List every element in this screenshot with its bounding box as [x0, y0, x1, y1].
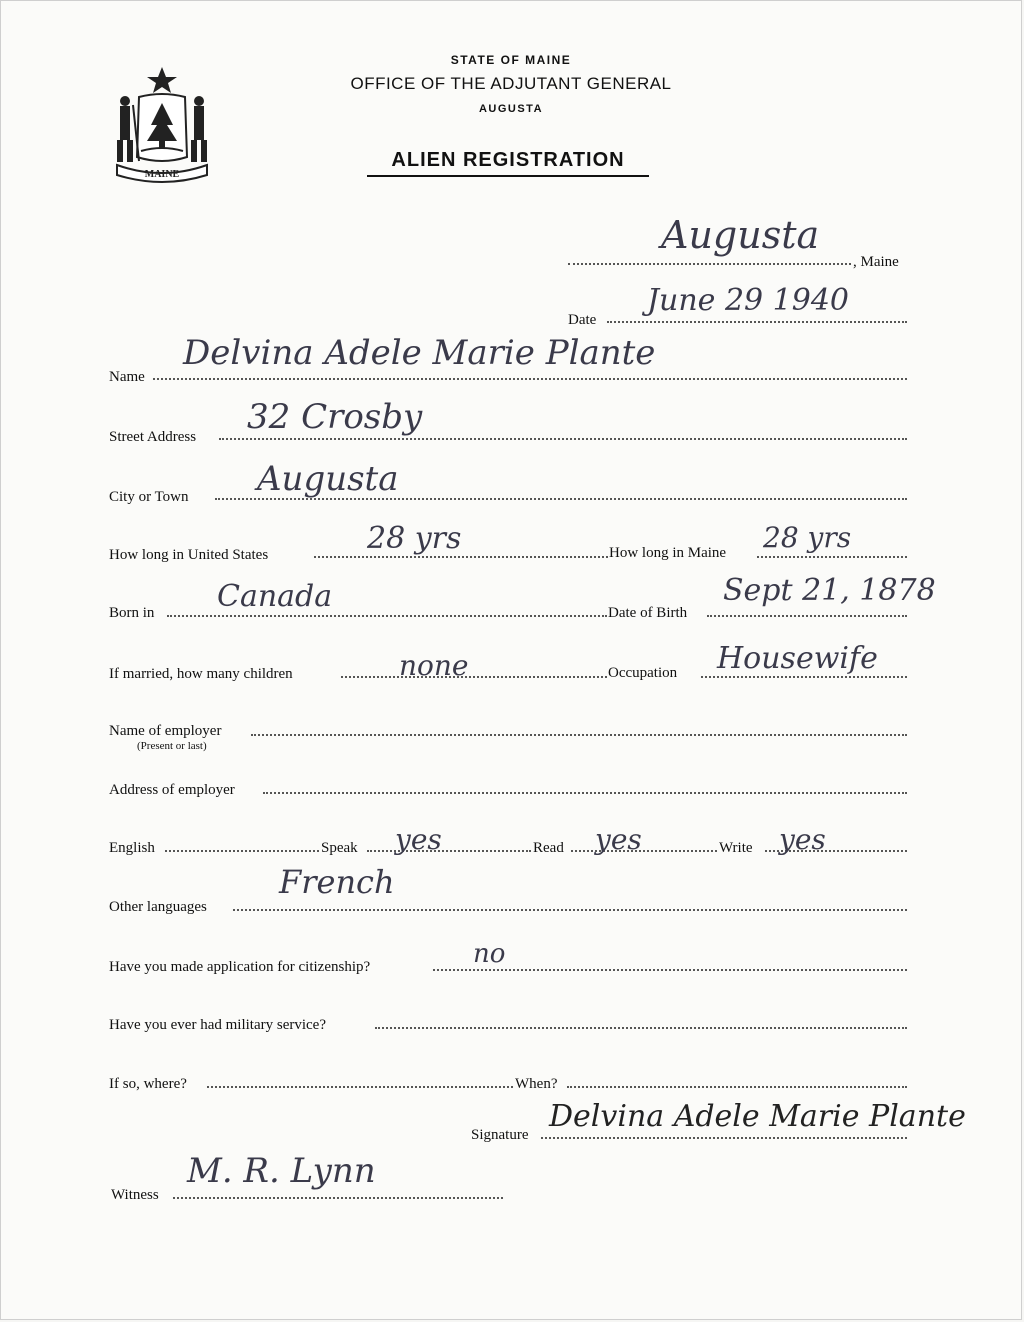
children-value: none: [399, 649, 469, 682]
city-heading: AUGUSTA: [478, 103, 544, 115]
name-label: Name: [109, 369, 145, 385]
other-languages-label: Other languages: [109, 899, 207, 915]
speak-label: Speak: [321, 840, 358, 856]
military-label: Have you ever had military service?: [109, 1017, 326, 1033]
form-title: ALIEN REGISTRATION: [367, 149, 649, 177]
witness-label: Witness: [111, 1187, 159, 1203]
town-line: [568, 263, 851, 265]
date-of-birth-value: Sept 21, 1878: [723, 573, 936, 608]
read-label: Read: [533, 840, 564, 856]
signature-line: [541, 1137, 907, 1139]
born-in-label: Born in: [109, 605, 155, 621]
where-label: If so, where?: [109, 1076, 187, 1092]
date-of-birth-line: [707, 615, 907, 617]
when-line: [567, 1086, 907, 1088]
signature-label: Signature: [471, 1127, 529, 1143]
street-address-line: [219, 438, 907, 440]
date-label: Date: [568, 312, 597, 328]
witness-value: M. R. Lynn: [187, 1151, 376, 1191]
date-line: [607, 321, 907, 323]
born-in-value: Canada: [217, 579, 333, 614]
employer-line: [251, 734, 907, 736]
svg-text:MAINE: MAINE: [144, 169, 180, 180]
name-value: Delvina Adele Marie Plante: [183, 333, 656, 373]
speak-line: [367, 850, 531, 852]
when-label: When?: [515, 1076, 558, 1092]
state-heading: STATE OF MAINE: [450, 53, 572, 67]
witness-line: [173, 1197, 503, 1199]
read-line: [571, 850, 717, 852]
how-long-us-value: 28 yrs: [367, 521, 462, 556]
employer-label: Name of employer: [109, 723, 222, 739]
date-of-birth-label: Date of Birth: [608, 605, 688, 621]
name-line: [153, 378, 907, 380]
other-languages-value: French: [279, 863, 395, 901]
military-line: [375, 1027, 907, 1029]
maine-label: , Maine: [853, 254, 899, 270]
speak-value: yes: [395, 823, 442, 856]
city-town-value: Augusta: [257, 459, 399, 499]
read-value: yes: [595, 823, 642, 856]
how-long-us-label: How long in United States: [109, 547, 269, 563]
office-heading: OFFICE OF THE ADJUTANT GENERAL: [350, 74, 672, 93]
employer-address-label: Address of employer: [109, 782, 235, 798]
children-line: [341, 676, 607, 678]
how-long-maine-value: 28 yrs: [763, 521, 852, 554]
citizenship-label: Have you made application for citizenship?: [109, 959, 371, 975]
city-town-label: City or Town: [109, 489, 189, 505]
write-value: yes: [779, 823, 826, 856]
children-label: If married, how many children: [109, 666, 293, 682]
town-value: Augusta: [661, 213, 820, 257]
born-in-line: [167, 615, 607, 617]
how-long-maine-label: How long in Maine: [609, 545, 727, 561]
citizenship-line: [433, 969, 907, 971]
english-line: [165, 850, 319, 852]
date-value: June 29 1940: [647, 283, 850, 318]
occupation-line: [701, 676, 907, 678]
citizenship-value: no: [473, 939, 506, 969]
other-languages-line: [233, 909, 907, 911]
employer-note: (Present or last): [137, 740, 207, 752]
occupation-value: Housewife: [717, 641, 878, 676]
how-long-us-line: [314, 556, 608, 558]
employer-address-line: [263, 792, 907, 794]
maine-state-seal-icon: [109, 65, 215, 185]
occupation-label: Occupation: [608, 665, 678, 681]
english-label: English: [109, 840, 155, 856]
how-long-maine-line: [757, 556, 907, 558]
write-label: Write: [719, 840, 753, 856]
signature-value: Delvina Adele Marie Plante: [549, 1099, 966, 1134]
street-address-label: Street Address: [109, 429, 197, 445]
where-line: [207, 1086, 513, 1088]
street-address-value: 32 Crosby: [247, 397, 423, 437]
